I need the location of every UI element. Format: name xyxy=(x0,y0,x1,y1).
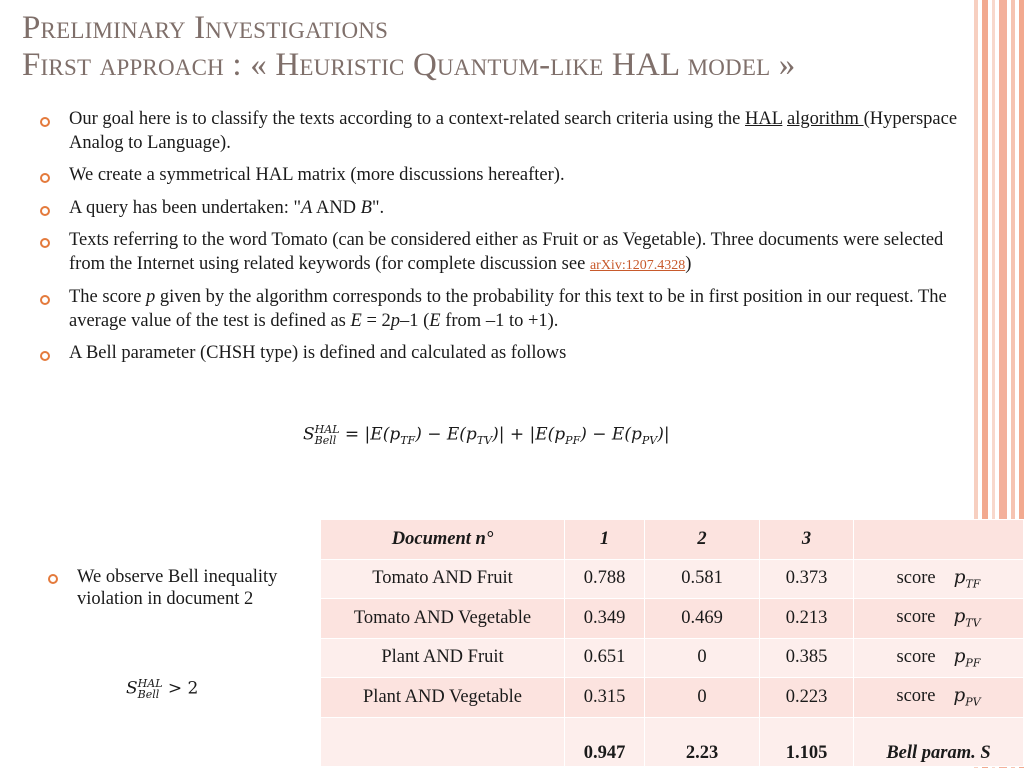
bullet-icon xyxy=(40,351,50,361)
score-p: p xyxy=(953,645,966,667)
table-row xyxy=(321,559,1024,599)
score-label: score xyxy=(896,607,936,628)
formula-part: = |E(p xyxy=(339,424,401,445)
formula-part: )| + |E(p xyxy=(492,424,566,445)
row-label: Tomato AND Vegetable xyxy=(321,599,565,639)
table-row xyxy=(321,678,1024,718)
bullet-icon xyxy=(40,173,50,183)
bullet-matrix xyxy=(40,164,965,188)
header-cell: 3 xyxy=(760,520,854,560)
bullet-text: –1 ( xyxy=(400,310,430,331)
score-label: score xyxy=(896,646,936,667)
row-label: Plant AND Fruit xyxy=(321,638,565,678)
cell: 0.651 xyxy=(565,638,645,678)
score-cell xyxy=(854,678,1024,718)
cell: 0.581 xyxy=(645,559,760,599)
bullet-text: ) xyxy=(685,253,692,274)
title-line-1: Preliminary Investigations xyxy=(22,10,389,46)
hal-link[interactable]: HAL xyxy=(745,109,783,129)
formula-part: ) − E(p xyxy=(580,424,642,445)
score-cell xyxy=(854,599,1024,639)
score-var xyxy=(953,606,981,631)
bell-inequality xyxy=(126,678,198,700)
table-header-row xyxy=(321,520,1024,560)
bell-param-label: Bell param. S xyxy=(854,717,1024,766)
ineq-s: S xyxy=(126,678,138,699)
bell-formula xyxy=(303,424,670,447)
bullet-goal xyxy=(40,108,965,155)
score-sub: PV xyxy=(965,696,981,710)
score-sub: TV xyxy=(965,617,981,631)
bullet-text: A Bell parameter (CHSH type) is defined and calculated as follows xyxy=(69,343,567,363)
bullet-text: = 2 xyxy=(361,310,391,331)
observation-bullet xyxy=(48,566,297,610)
var-p: p xyxy=(390,310,400,331)
score-sub: PF xyxy=(965,656,981,670)
bullet-text: Our goal here is to classify the texts according to a context-related search criteria using the xyxy=(69,109,746,129)
cell: 0.315 xyxy=(565,678,645,718)
slide-title xyxy=(22,10,796,84)
var-a: A xyxy=(301,197,313,218)
bell-value: 1.105 xyxy=(760,717,854,766)
score-var xyxy=(953,645,981,670)
score-p: p xyxy=(953,685,966,707)
formula-part: )| xyxy=(657,424,670,445)
results-table xyxy=(320,519,1024,767)
header-cell xyxy=(854,520,1024,560)
var-e: E xyxy=(350,310,362,331)
bullet-text: A query has been undertaken: " xyxy=(69,197,302,218)
score-var xyxy=(953,685,981,710)
formula-s: S xyxy=(303,424,315,445)
formula-sup: HAL xyxy=(314,423,340,436)
header-cell: Document n° xyxy=(321,520,565,560)
ineq-sup: HAL xyxy=(137,677,163,690)
cell: 0 xyxy=(645,678,760,718)
bullet-text: ". xyxy=(371,197,385,218)
bullet-list xyxy=(40,108,965,375)
table-row xyxy=(321,599,1024,639)
row-label: Plant AND Vegetable xyxy=(321,678,565,718)
bullet-icon xyxy=(48,574,58,584)
bullet-text: We create a symmetrical HAL matrix (more discussions hereafter). xyxy=(69,165,565,185)
formula-sub-tf: TF xyxy=(400,433,416,447)
header-cell: 2 xyxy=(645,520,760,560)
score-cell xyxy=(854,559,1024,599)
row-label: Tomato AND Fruit xyxy=(321,559,565,599)
score-p: p xyxy=(953,566,966,588)
cell: 0.385 xyxy=(760,638,854,678)
formula-part: ) − E(p xyxy=(415,424,477,445)
bullet-icon xyxy=(40,206,50,216)
row-label xyxy=(321,717,565,766)
score-var xyxy=(953,566,981,591)
ineq-rhs: > 2 xyxy=(162,678,199,699)
title-line-2: First approach : « Heuristic Quantum-like HAL model » xyxy=(22,47,796,83)
formula-sub-tv: TV xyxy=(476,433,493,447)
bullet-text: from –1 to +1). xyxy=(440,310,559,331)
cell: 0.223 xyxy=(760,678,854,718)
bell-value: 2.23 xyxy=(645,717,760,766)
cell: 0.469 xyxy=(645,599,760,639)
bullet-text: AND xyxy=(312,197,361,218)
bullet-query xyxy=(40,197,965,221)
bullet-icon xyxy=(40,295,50,305)
cell: 0.788 xyxy=(565,559,645,599)
bullet-tomato xyxy=(40,229,965,277)
var-b: B xyxy=(360,197,372,218)
bullet-text: Texts referring to the word Tomato (can be considered either as Fruit or as Vegetable). Three documents were selected from the Internet using related keywords (for complete discussion see xyxy=(69,230,944,274)
bullet-text: (Hyperspace Analog to Language). xyxy=(69,109,958,153)
observation-text: We observe Bell inequality violation in document 2 xyxy=(77,567,278,609)
formula-sub-pf: PF xyxy=(565,433,581,447)
algorithm-link[interactable]: algorithm xyxy=(787,109,864,129)
table-row xyxy=(321,638,1024,678)
cell: 0.213 xyxy=(760,599,854,639)
bell-param-row xyxy=(321,717,1024,766)
arxiv-link[interactable]: arXiv:1207.4328 xyxy=(589,257,686,273)
ineq-scripts xyxy=(138,678,163,700)
var-e: E xyxy=(429,310,441,331)
var-p: p xyxy=(146,287,156,307)
bullet-text: given by the algorithm corresponds to the probability for this text to be in first position in our request. The average value of the test is defined as xyxy=(69,287,947,331)
bullet-icon xyxy=(40,238,50,248)
cell: 0 xyxy=(645,638,760,678)
cell: 0.373 xyxy=(760,559,854,599)
score-sub: TF xyxy=(965,577,981,591)
score-label: score xyxy=(896,686,936,707)
bullet-text: The score xyxy=(69,287,147,307)
formula-sub: Bell xyxy=(314,434,337,447)
bullet-bell xyxy=(40,342,965,366)
cell: 0.349 xyxy=(565,599,645,639)
bullet-score xyxy=(40,286,965,333)
score-label: score xyxy=(896,567,936,588)
score-p: p xyxy=(953,606,966,628)
formula-scripts xyxy=(315,424,340,446)
formula-sub-pv: PV xyxy=(641,433,658,447)
score-cell xyxy=(854,638,1024,678)
bell-value: 0.947 xyxy=(565,717,645,766)
header-cell: 1 xyxy=(565,520,645,560)
ineq-sub: Bell xyxy=(137,688,160,701)
bullet-icon xyxy=(40,117,50,127)
